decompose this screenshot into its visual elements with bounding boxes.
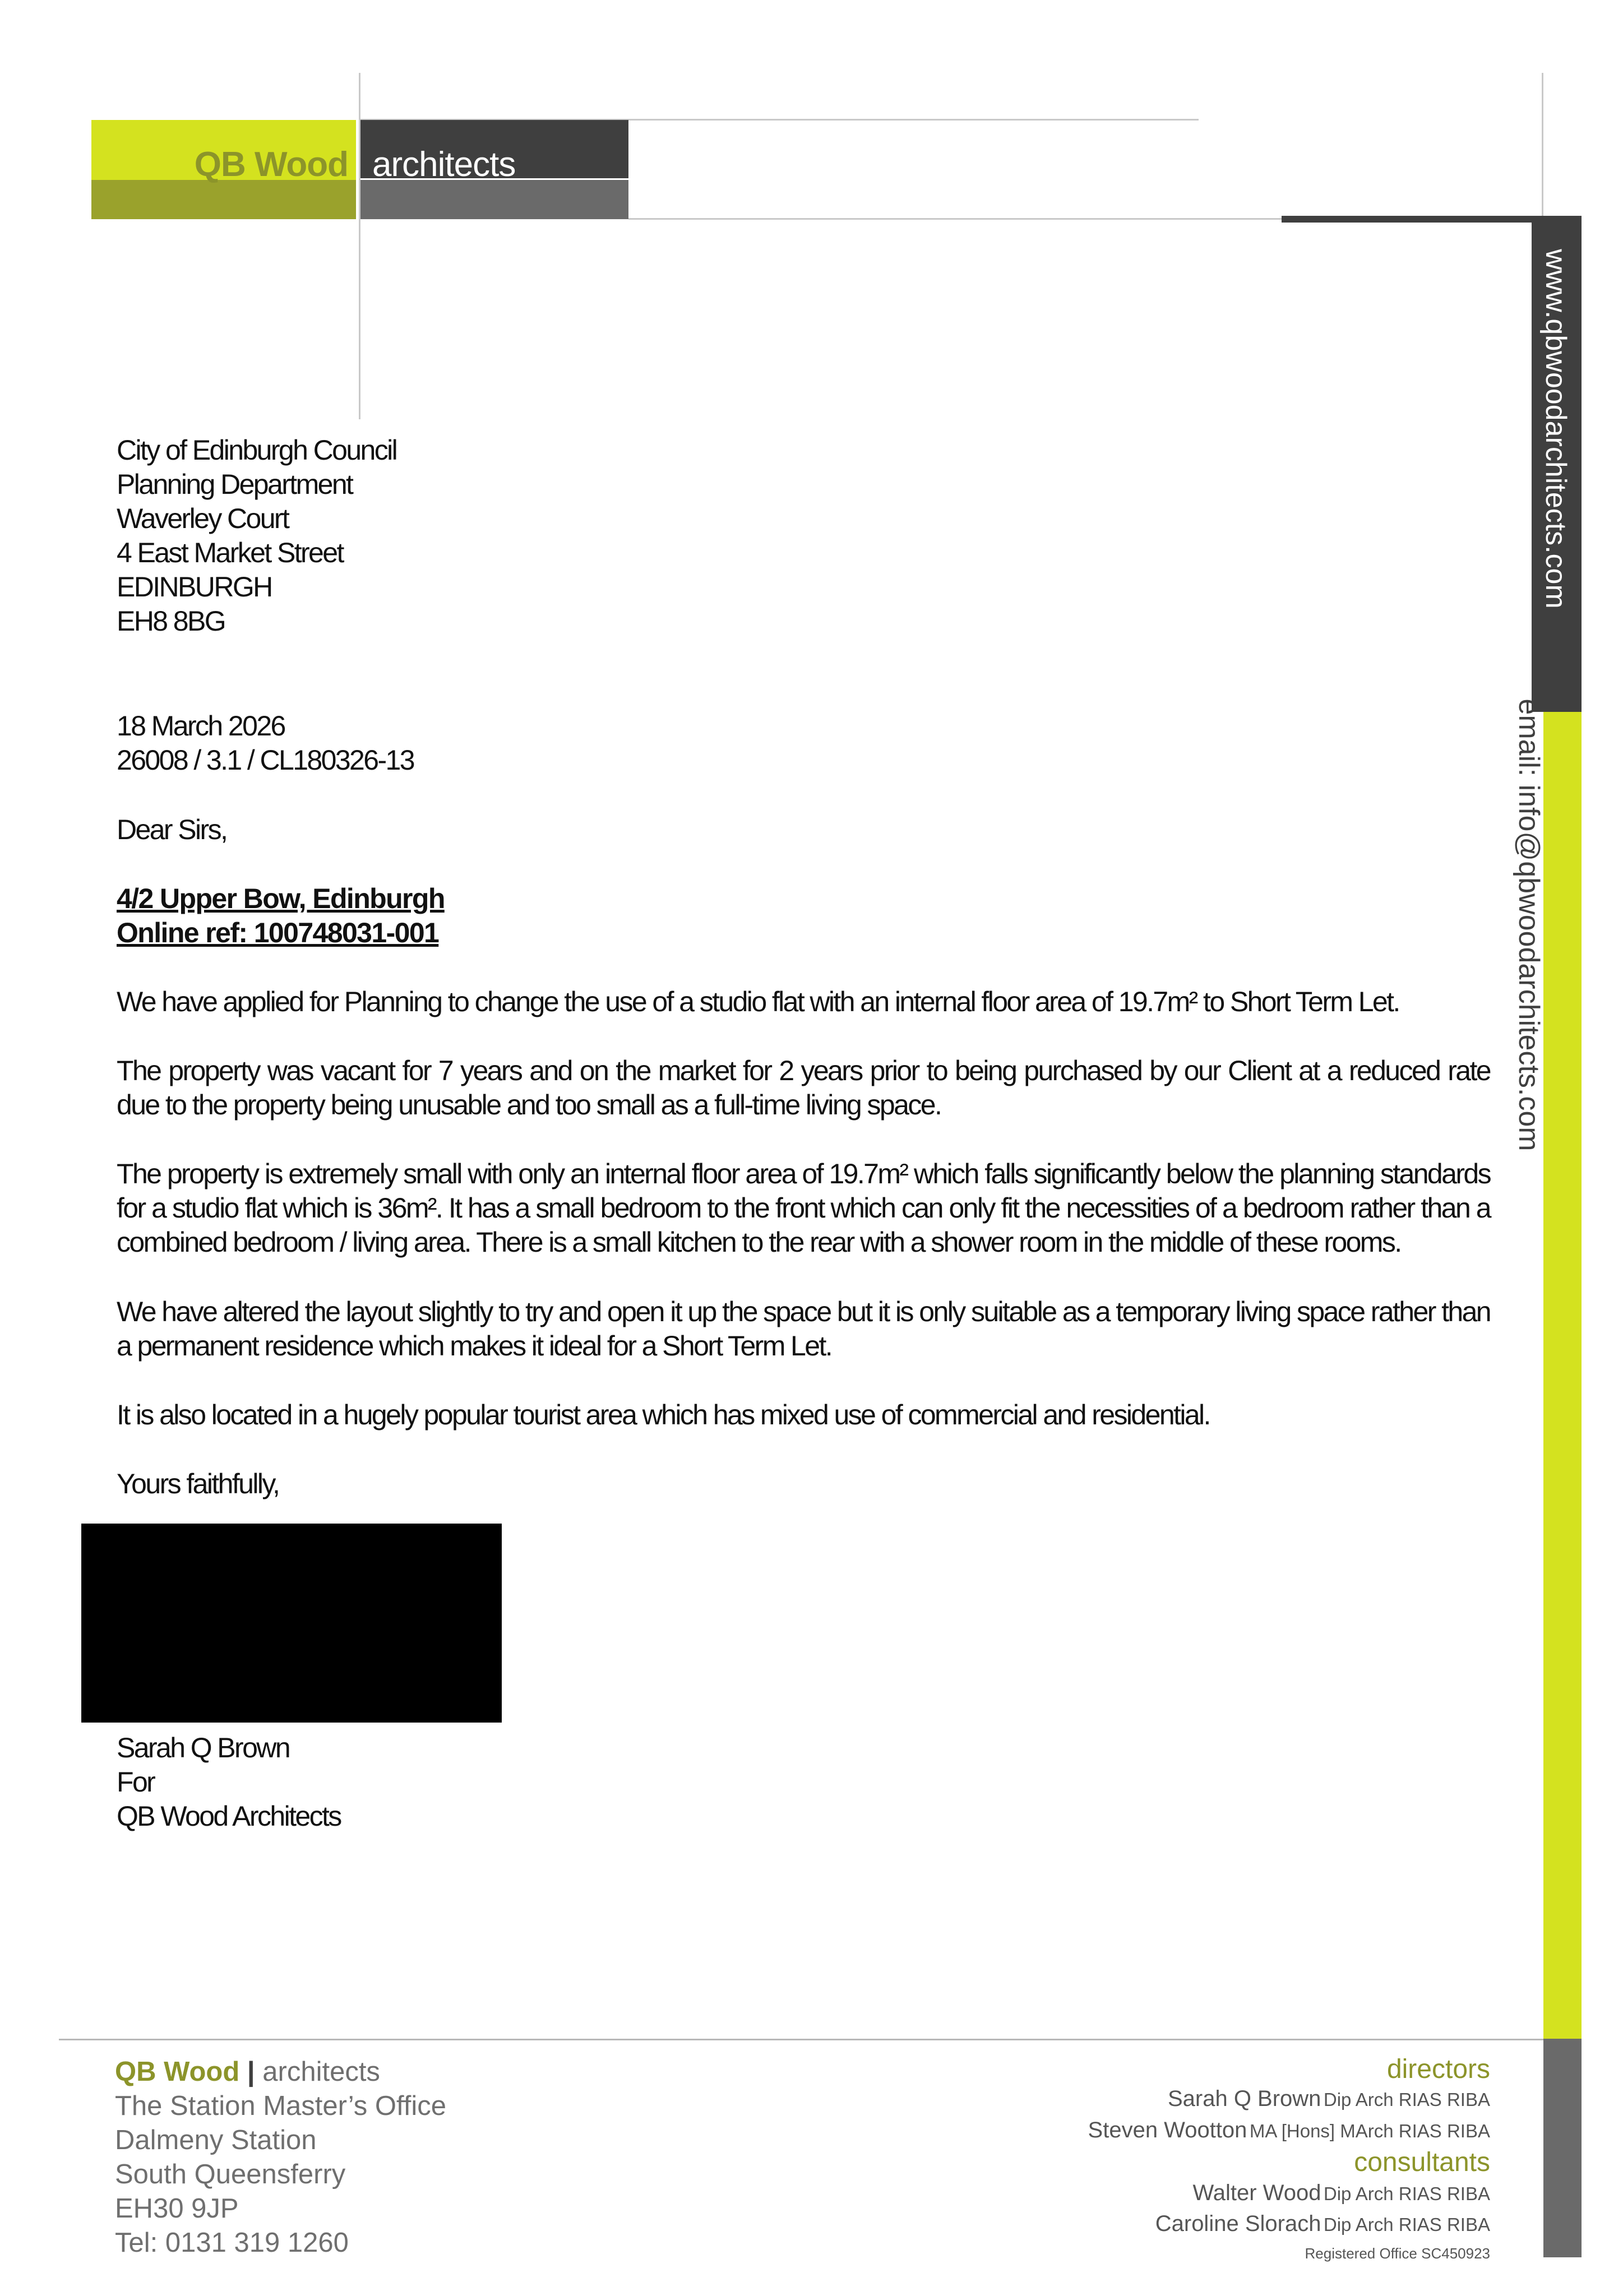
consultants-heading: consultants — [1354, 2147, 1490, 2177]
paragraph: We have altered the layout slightly to try and open it up the space but it is only suitable as a temporary living space rather than a permanent residence which makes it ideal for a Short Term Let. — [117, 1296, 1490, 1362]
address-line: City of Edinburgh Council — [117, 434, 397, 466]
footer-architects: architects — [262, 2057, 380, 2087]
recipient-address — [117, 433, 789, 638]
consultant-qualifications: Dip Arch RIAS RIBA — [1323, 2183, 1490, 2204]
footer-address-line: South Queensferry — [115, 2159, 346, 2189]
footer-brand-line — [115, 2055, 446, 2089]
consultant-name: Walter Wood — [1192, 2181, 1321, 2205]
footer-address-block — [115, 2055, 446, 2260]
director-entry — [897, 2118, 1490, 2143]
footer-rule — [59, 2039, 1543, 2040]
letter-date: 18 March 2026 — [117, 710, 285, 742]
signer-for: For — [117, 1766, 155, 1798]
side-band-grey — [1543, 2039, 1582, 2257]
paragraph: We have applied for Planning to change the use of a studio flat with an internal floor area of 19.7m² to Short Term Let. — [117, 986, 1399, 1017]
footer-address-line: The Station Master’s Office — [115, 2091, 446, 2121]
closing: Yours faithfully, — [117, 1468, 279, 1499]
directors-heading: directors — [1386, 2054, 1490, 2084]
consultant-name: Caroline Slorach — [1155, 2211, 1321, 2236]
footer-phone: Tel: 0131 319 1260 — [115, 2228, 349, 2258]
logo-brand-text: QB Wood — [194, 145, 348, 184]
side-website — [1522, 249, 1589, 609]
redacted-signature — [81, 1524, 502, 1723]
signer-company: QB Wood Architects — [117, 1800, 341, 1832]
director-name: Sarah Q Brown — [1167, 2086, 1321, 2111]
header-rule-vertical-right — [1542, 73, 1543, 219]
address-line: Waverley Court — [117, 503, 289, 534]
side-band-lime — [1543, 712, 1582, 2039]
consultant-entry — [897, 2211, 1490, 2237]
website-link[interactable]: www.qbwoodarchitects.com — [1539, 249, 1572, 609]
footer-brand: QB Wood — [115, 2057, 240, 2087]
director-qualifications: Dip Arch RIAS RIBA — [1323, 2089, 1490, 2110]
email-link[interactable]: email: info@qbwoodarchitects.com — [1513, 698, 1545, 1151]
footer-address-line: Dalmeny Station — [115, 2125, 317, 2155]
consultant-qualifications: Dip Arch RIAS RIBA — [1323, 2214, 1490, 2235]
subject-line-ref: Online ref: 100748031-001 — [117, 917, 439, 948]
director-name: Steven Wootton — [1088, 2118, 1247, 2142]
logo-block-grey — [360, 180, 628, 219]
logo-architects-text: architects — [372, 145, 516, 184]
footer-address-line: EH30 9JP — [115, 2193, 239, 2224]
signer-name: Sarah Q Brown — [117, 1732, 290, 1763]
paragraph: It is also located in a hugely popular tourist area which has mixed use of commercial and residential. — [117, 1399, 1210, 1431]
paragraph: The property was vacant for 7 years and on the market for 2 years prior to being purchased by our Client at a reduced rate due to the property being unusable and too small as a full-time living space. — [117, 1055, 1490, 1121]
address-line: EH8 8BG — [117, 605, 225, 637]
director-entry — [897, 2086, 1490, 2112]
signer-block — [117, 1731, 341, 1834]
address-line: 4 East Market Street — [117, 537, 343, 568]
director-qualifications: MA [Hons] MArch RIAS RIBA — [1249, 2121, 1490, 2141]
consultant-entry — [897, 2181, 1490, 2206]
footer-separator: | — [247, 2057, 255, 2087]
subject-block — [117, 882, 445, 950]
letter-reference: 26008 / 3.1 / CL180326-13 — [117, 744, 414, 776]
subject-line-address: 4/2 Upper Bow, Edinburgh — [117, 883, 445, 914]
date-reference-block — [117, 709, 789, 777]
paragraph: The property is extremely small with only an internal floor area of 19.7m² which falls significantly below the planning standards for a studio flat which is 36m². It has a small bedroom to the front which can only fit the necessities of a bedroom rather than a combined bedroom / living area. There is a small kitchen to the rear with a shower room in the middle of these rooms. — [117, 1158, 1490, 1258]
salutation: Dear Sirs, — [117, 814, 227, 845]
logo-block-olive — [91, 180, 356, 219]
registered-office: Registered Office SC450923 — [1305, 2245, 1490, 2262]
address-line: Planning Department — [117, 469, 353, 500]
address-line: EDINBURGH — [117, 571, 272, 603]
